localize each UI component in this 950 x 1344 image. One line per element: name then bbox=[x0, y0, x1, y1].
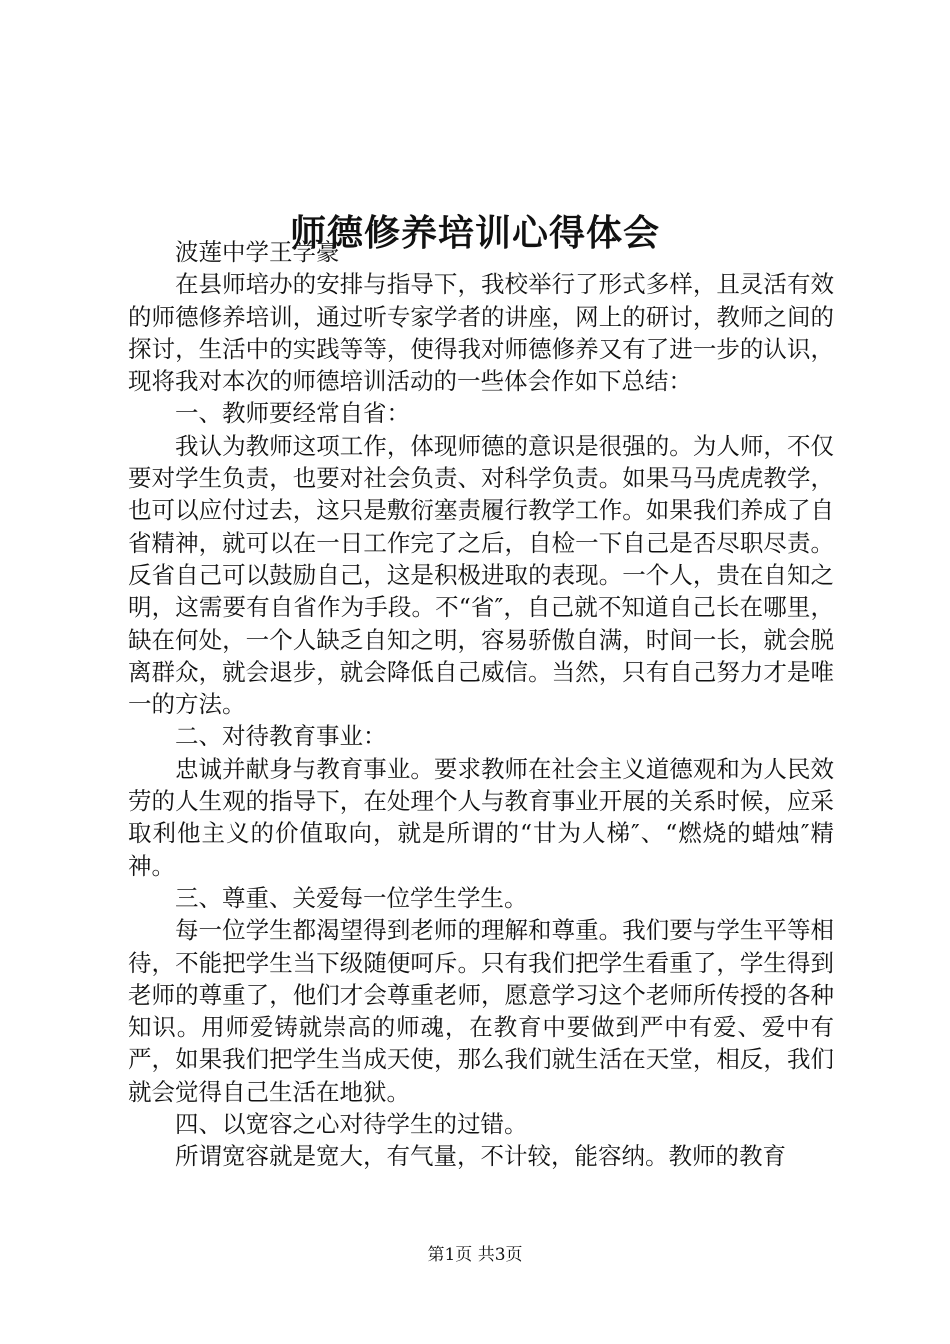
paragraph-section-4: 所谓宽容就是宽大，有气量，不计较，能容纳。教师的教育 bbox=[175, 1142, 786, 1171]
section-heading-2: 二、对待教育事业： bbox=[175, 722, 387, 751]
document-body bbox=[128, 236, 834, 1173]
paragraph-intro: 在县师培办的安排与指导下，我校举行了形式多样，且灵活有效的师德修养培训，通过听专家学者的讲座，网上的研讨，教师之间的探讨，生活中的实践等等，使得我对师德修养又有了进一步的认识，现将我对本次的师德培训活动的一些体会作如下总结： bbox=[128, 270, 834, 396]
section-heading-4: 四、以宽容之心对待学生的过错。 bbox=[175, 1110, 528, 1139]
author-line: 波莲中学王学豪 bbox=[175, 238, 340, 266]
paragraph-section-2: 忠诚并献身与教育事业。要求教师在社会主义道德观和为人民效劳的人生观的指导下，在处理个人与教育事业开展的关系时候，应采取利他主义的价值取向，就是所谓的“甘为人梯″、“燃烧的蜡烛″精神。 bbox=[128, 754, 834, 880]
page-title: 师德修养培训心得体会 bbox=[289, 212, 660, 255]
page-number: 第1页 共3页 bbox=[427, 1245, 523, 1265]
section-heading-3: 三、尊重、关爱每一位学生学生。 bbox=[175, 883, 528, 912]
section-heading-1: 一、教师要经常自省： bbox=[175, 399, 410, 428]
paragraph-section-1: 我认为教师这项工作，体现师德的意识是很强的。为人师，不仅要对学生负责，也要对社会负责、对科学负责。如果马马虎虎教学，也可以应付过去，这只是敷衍塞责履行教学工作。如果我们养成了自省精神，就可以在一日工作完了之后，自检一下自己是否尽职尽责。反省自己可以鼓励自己，这是积极进取的表现。一个人，贵在自知之明，这需要有自省作为手段。不“省″，自己就不知道自己长在哪里，缺在何处，一个人缺乏自知之明，容易骄傲自满，时间一长，就会脱离群众，就会退步，就会降低自己威信。当然，只有自己努力才是唯一的方法。 bbox=[128, 431, 834, 719]
paragraph-section-3: 每一位学生都渴望得到老师的理解和尊重。我们要与学生平等相待，不能把学生当下级随便呵斥。只有我们把学生看重了，学生得到老师的尊重了，他们才会尊重老师，愿意学习这个老师所传授的各种知识。用师爱铸就崇高的师魂，在教育中要做到严中有爱、爱中有严，如果我们把学生当成天使，那么我们就生活在天堂，相反，我们就会觉得自己生活在地狱。 bbox=[128, 916, 834, 1106]
